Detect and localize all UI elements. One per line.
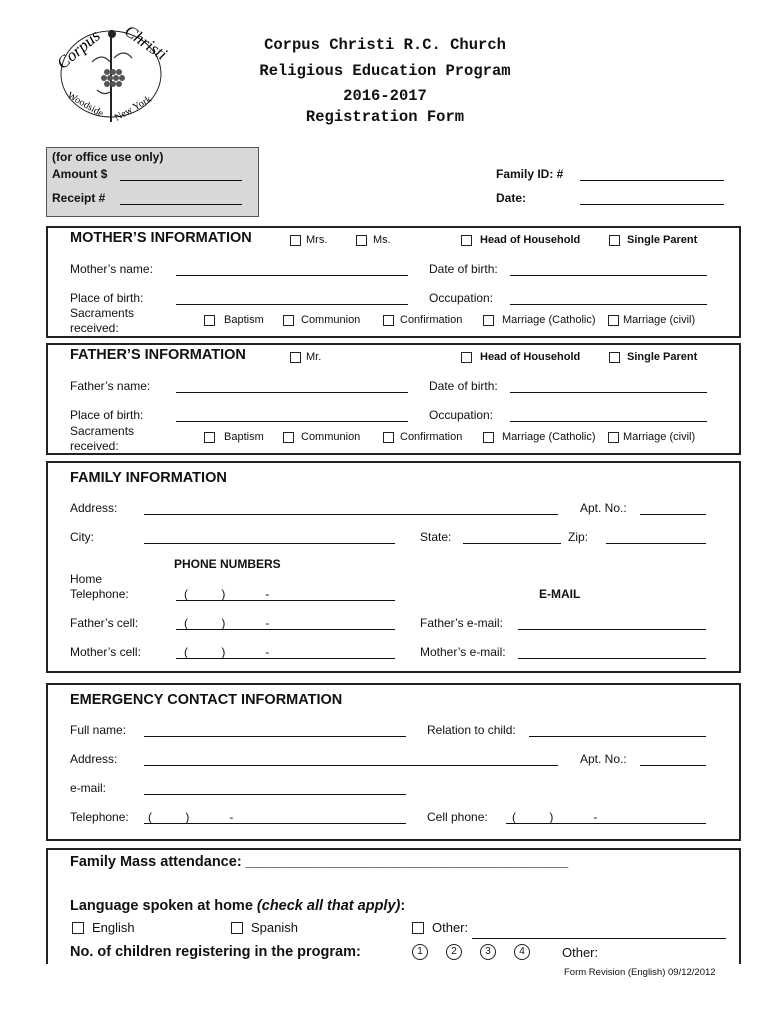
mother-section-title: MOTHER’S INFORMATION [70,230,252,246]
amount-label: Amount $ [52,167,108,181]
emergency-section-title: EMERGENCY CONTACT INFORMATION [70,692,343,708]
mother-marriage-catholic-label: Marriage (Catholic) [502,314,596,326]
header-church: Corpus Christi R.C. Church [264,36,506,54]
other-language-checkbox[interactable] [412,922,424,934]
svg-text:Corpus: Corpus [53,26,104,73]
spanish-label: Spanish [251,920,298,935]
home-telephone-field[interactable] [176,600,395,601]
emergency-relation-field[interactable] [529,736,706,737]
family-city-label: City: [70,530,94,544]
mother-single-label: Single Parent [627,234,698,246]
family-section-title: FAMILY INFORMATION [70,470,227,486]
header-program: Religious Education Program [259,62,511,80]
father-communion-checkbox[interactable] [283,432,294,443]
father-cell-field[interactable] [176,629,395,630]
mother-dob-field[interactable] [510,275,707,276]
father-marriage-civil-checkbox[interactable] [608,432,619,443]
mother-communion-checkbox[interactable] [283,315,294,326]
children-option-4[interactable]: 4 [514,944,530,960]
amount-field[interactable] [120,180,242,181]
father-baptism-label: Baptism [224,431,264,443]
mother-email-label: Mother’s e-mail: [420,645,506,659]
home-telephone-mask: ( ) - [184,587,270,601]
other-language-label: Other: [432,920,469,935]
children-option-1[interactable]: 1 [412,944,428,960]
mother-name-field[interactable] [176,275,408,276]
emergency-telephone-mask: ( ) - [148,810,234,824]
mother-email-field[interactable] [518,658,706,659]
emergency-apt-label: Apt. No.: [580,752,627,766]
mother-head-label: Head of Household [480,234,581,246]
mother-marriage-civil-label: Marriage (civil) [623,314,696,326]
mr-checkbox[interactable] [290,352,301,363]
father-occupation-label: Occupation: [429,408,494,422]
mother-confirmation-label: Confirmation [400,314,463,326]
father-pob-label: Place of birth: [70,408,144,422]
ms-checkbox[interactable] [356,235,367,246]
emergency-name-field[interactable] [144,736,406,737]
emergency-telephone-label: Telephone: [70,810,129,824]
father-baptism-checkbox[interactable] [204,432,215,443]
language-heading [70,898,405,914]
mother-name-label: Mother’s name: [70,262,153,276]
family-state-label: State: [420,530,452,544]
svg-text:Woodside: Woodside [65,90,106,120]
mr-label: Mr. [306,351,322,363]
email-heading: E-MAIL [539,587,581,601]
emergency-cell-label: Cell phone: [427,810,488,824]
mrs-checkbox[interactable] [290,235,301,246]
father-pob-field[interactable] [176,421,408,422]
family-city-field[interactable] [144,543,395,544]
receipt-field[interactable] [120,204,242,205]
father-sacraments-label-1: Sacraments [70,424,135,438]
office-use-title: (for office use only) [52,150,164,164]
father-cell-label: Father’s cell: [70,616,139,630]
form-revision: Form Revision (English) 09/12/2012 [564,967,716,978]
emergency-address-field[interactable] [144,765,558,766]
mother-baptism-checkbox[interactable] [204,315,215,326]
mass-attendance[interactable]: Family Mass attendance: ________________________________________ [70,854,569,870]
home-telephone-label-2: Telephone: [70,587,129,601]
mother-cell-field[interactable] [176,658,395,659]
mother-marriage-catholic-checkbox[interactable] [483,315,494,326]
other-language-field[interactable] [472,938,726,939]
children-option-3[interactable]: 3 [480,944,496,960]
family-apt-field[interactable] [640,514,706,515]
english-label: English [92,920,135,935]
emergency-email-field[interactable] [144,794,406,795]
father-single-checkbox[interactable] [609,352,620,363]
family-id-field[interactable] [580,180,724,181]
father-section-title: FATHER’S INFORMATION [70,347,246,363]
family-zip-label: Zip: [568,530,589,544]
father-email-label: Father’s e-mail: [420,616,503,630]
office-date-field[interactable] [580,204,724,205]
mrs-label: Mrs. [306,234,328,246]
father-communion-label: Communion [301,431,361,443]
home-telephone-label-1: Home [70,572,103,586]
mother-dob-label: Date of birth: [429,262,498,276]
emergency-telephone-field[interactable] [144,823,406,824]
language-suffix: : [400,898,406,914]
emergency-cell-mask: ( ) - [512,810,598,824]
father-single-label: Single Parent [627,351,698,363]
language-prefix: Language spoken at home [70,898,257,914]
emergency-email-label: e-mail: [70,781,107,795]
mother-pob-field[interactable] [176,304,408,305]
mother-head-checkbox[interactable] [461,235,472,246]
header-year: 2016-2017 [343,87,427,105]
english-checkbox[interactable] [72,922,84,934]
emergency-cell-field[interactable] [506,823,706,824]
father-email-field[interactable] [518,629,706,630]
church-logo [52,22,170,127]
children-other-label: Other: [562,945,599,960]
mother-occupation-field[interactable] [510,304,707,305]
spanish-checkbox[interactable] [231,922,243,934]
mother-sacraments-label-2: received: [70,321,119,335]
ms-label: Ms. [373,234,391,246]
family-zip-field[interactable] [606,543,706,544]
office-date-label: Date: [496,191,527,205]
father-marriage-catholic-checkbox[interactable] [483,432,494,443]
mother-baptism-label: Baptism [224,314,264,326]
family-state-field[interactable] [463,543,561,544]
emergency-address-label: Address: [70,752,118,766]
father-name-field[interactable] [176,392,408,393]
family-section [46,461,741,673]
mother-pob-label: Place of birth: [70,291,144,305]
mother-cell-mask: ( ) - [184,645,270,659]
father-marriage-catholic-label: Marriage (Catholic) [502,431,596,443]
children-count-label: No. of children registering in the program: [70,944,361,960]
father-marriage-civil-label: Marriage (civil) [623,431,696,443]
father-occupation-field[interactable] [510,421,707,422]
mother-communion-label: Communion [301,314,361,326]
header-form-title: Registration Form [305,108,465,126]
father-head-checkbox[interactable] [461,352,472,363]
receipt-label: Receipt # [52,191,106,205]
father-cell-mask: ( ) - [184,616,270,630]
family-address-label: Address: [70,501,118,515]
language-instruction: (check all that apply) [256,898,401,914]
mother-sacraments-label-1: Sacraments [70,306,135,320]
family-apt-label: Apt. No.: [580,501,627,515]
emergency-apt-field[interactable] [640,765,706,766]
father-name-label: Father’s name: [70,379,151,393]
father-head-label: Head of Household [480,351,581,363]
emergency-relation-label: Relation to child: [427,723,516,737]
phone-numbers-heading: PHONE NUMBERS [174,557,281,571]
mother-single-checkbox[interactable] [609,235,620,246]
father-dob-label: Date of birth: [429,379,498,393]
father-dob-field[interactable] [510,392,707,393]
father-confirmation-checkbox[interactable] [383,432,394,443]
emergency-name-label: Full name: [70,723,127,737]
svg-text:New York: New York [112,93,154,124]
mother-confirmation-checkbox[interactable] [383,315,394,326]
mother-marriage-civil-checkbox[interactable] [608,315,619,326]
children-option-2[interactable]: 2 [446,944,462,960]
svg-text:Christi: Christi [121,22,170,64]
mother-cell-label: Mother’s cell: [70,645,141,659]
family-address-field[interactable] [144,514,558,515]
father-sacraments-label-2: received: [70,439,119,453]
family-id-label: Family ID: # [496,167,564,181]
father-confirmation-label: Confirmation [400,431,463,443]
mother-occupation-label: Occupation: [429,291,494,305]
